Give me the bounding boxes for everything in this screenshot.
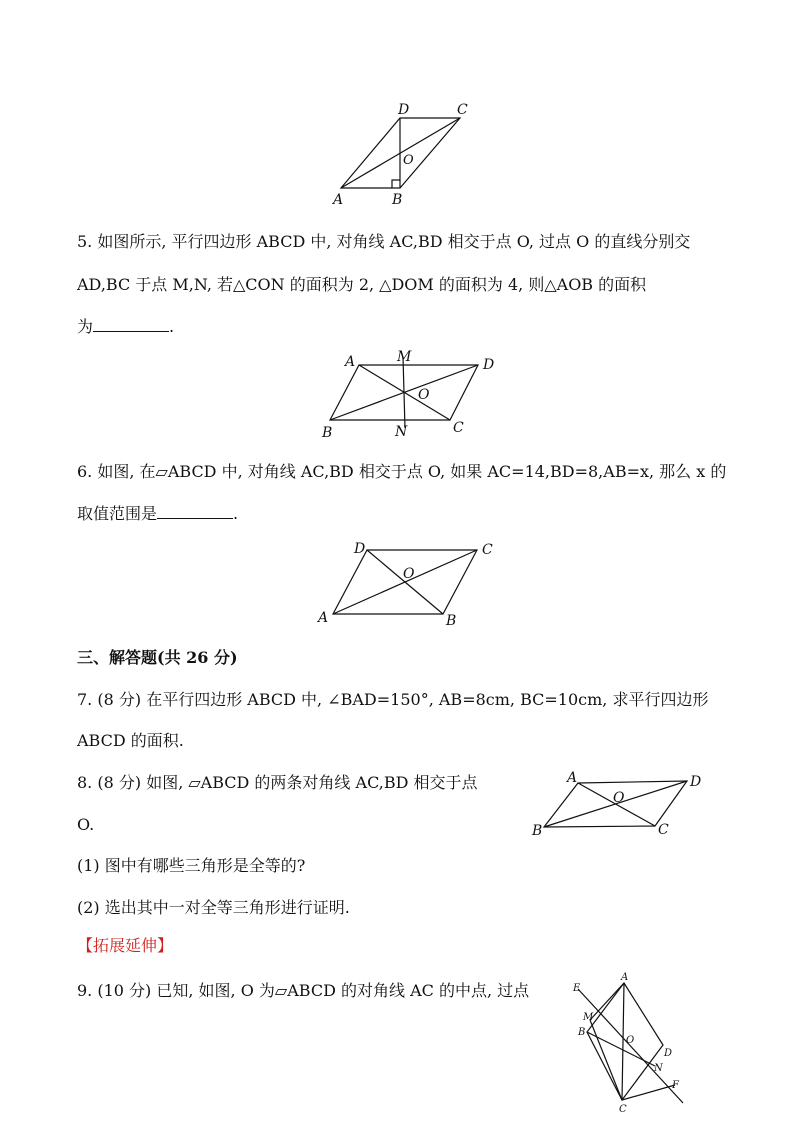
q7-line-1: 7. (8 分) 在平行四边形 ABCD 中, ∠BAD=150°, AB=8cm, BC=10cm, 求平行四边形 xyxy=(77,690,709,709)
fig9-label-f: F xyxy=(672,1080,679,1091)
fig6-label-a: A xyxy=(318,610,329,626)
fig9-diagonal-ac xyxy=(622,983,624,1100)
fig5-label-a: A xyxy=(345,354,356,370)
fig9-label-b: B xyxy=(578,1027,586,1038)
fig9-label-a: A xyxy=(621,972,629,983)
fig4-label-c: C xyxy=(457,102,468,118)
fig6-label-c: C xyxy=(482,542,493,558)
fig4-label-a: A xyxy=(333,192,344,208)
fig4-label-b: B xyxy=(392,192,403,208)
fig5-label-o: O xyxy=(418,387,430,403)
fig6-label-b: B xyxy=(446,613,457,629)
section-3-heading: 三、解答题(共 26 分) xyxy=(77,648,238,667)
fig4-label-o: O xyxy=(403,153,414,168)
fig9-label-c: C xyxy=(619,1104,627,1115)
fig6-label-o: O xyxy=(403,566,415,582)
fig8-label-o: O xyxy=(613,790,625,806)
q6-line-1: 6. 如图, 在▱ABCD 中, 对角线 AC,BD 相交于点 O, 如果 AC=14,BD=8,AB=x, 那么 x 的 xyxy=(77,462,727,481)
q5-line-2: AD,BC 于点 M,N, 若△CON 的面积为 2, △DOM 的面积为 4, 则△AOB 的面积 xyxy=(77,275,647,294)
q6-suffix: . xyxy=(233,504,239,523)
fig8-label-b: B xyxy=(532,823,543,839)
fig5-label-m: M xyxy=(397,349,412,365)
fig5-label-c: C xyxy=(453,420,464,436)
fig5-label-n: N xyxy=(395,424,408,440)
q8-line-2: O. xyxy=(77,815,95,834)
extension-heading: 【拓展延伸】 xyxy=(77,936,174,955)
fig9-label-e: E xyxy=(573,983,581,994)
fig5-label-d: D xyxy=(483,357,495,373)
q5-suffix: . xyxy=(169,317,175,336)
fig9-line-am xyxy=(590,983,624,1020)
fig9-line-cf xyxy=(622,1085,675,1100)
fig8-label-c: C xyxy=(658,822,669,838)
fig9-label-m: M xyxy=(583,1012,594,1023)
fig5-label-b: B xyxy=(322,425,333,441)
q8-line-1: 8. (8 分) 如图, ▱ABCD 的两条对角线 AC,BD 相交于点 xyxy=(77,773,478,792)
q8-sub-2: (2) 选出其中一对全等三角形进行证明. xyxy=(77,898,350,917)
q5-prefix: 为 xyxy=(77,317,94,336)
fig9-label-o: O xyxy=(626,1035,635,1046)
fig8-label-a: A xyxy=(567,770,578,786)
fig8-label-d: D xyxy=(690,774,702,790)
fig6-label-d: D xyxy=(354,541,366,557)
fig9-label-d: D xyxy=(664,1048,673,1059)
q8-sub-1: (1) 图中有哪些三角形是全等的? xyxy=(77,856,306,875)
fig4-label-d: D xyxy=(398,102,410,118)
q5-line-1: 5. 如图所示, 平行四边形 ABCD 中, 对角线 AC,BD 相交于点 O, 过点 O 的直线分别交 xyxy=(77,232,691,251)
q9-line-1: 9. (10 分) 已知, 如图, O 为▱ABCD 的对角线 AC 的中点, 过点 xyxy=(77,981,530,1000)
fig9-label-n: N xyxy=(654,1063,663,1074)
q7-line-2: ABCD 的面积. xyxy=(77,731,184,750)
q6-prefix: 取值范围是 xyxy=(77,504,158,523)
